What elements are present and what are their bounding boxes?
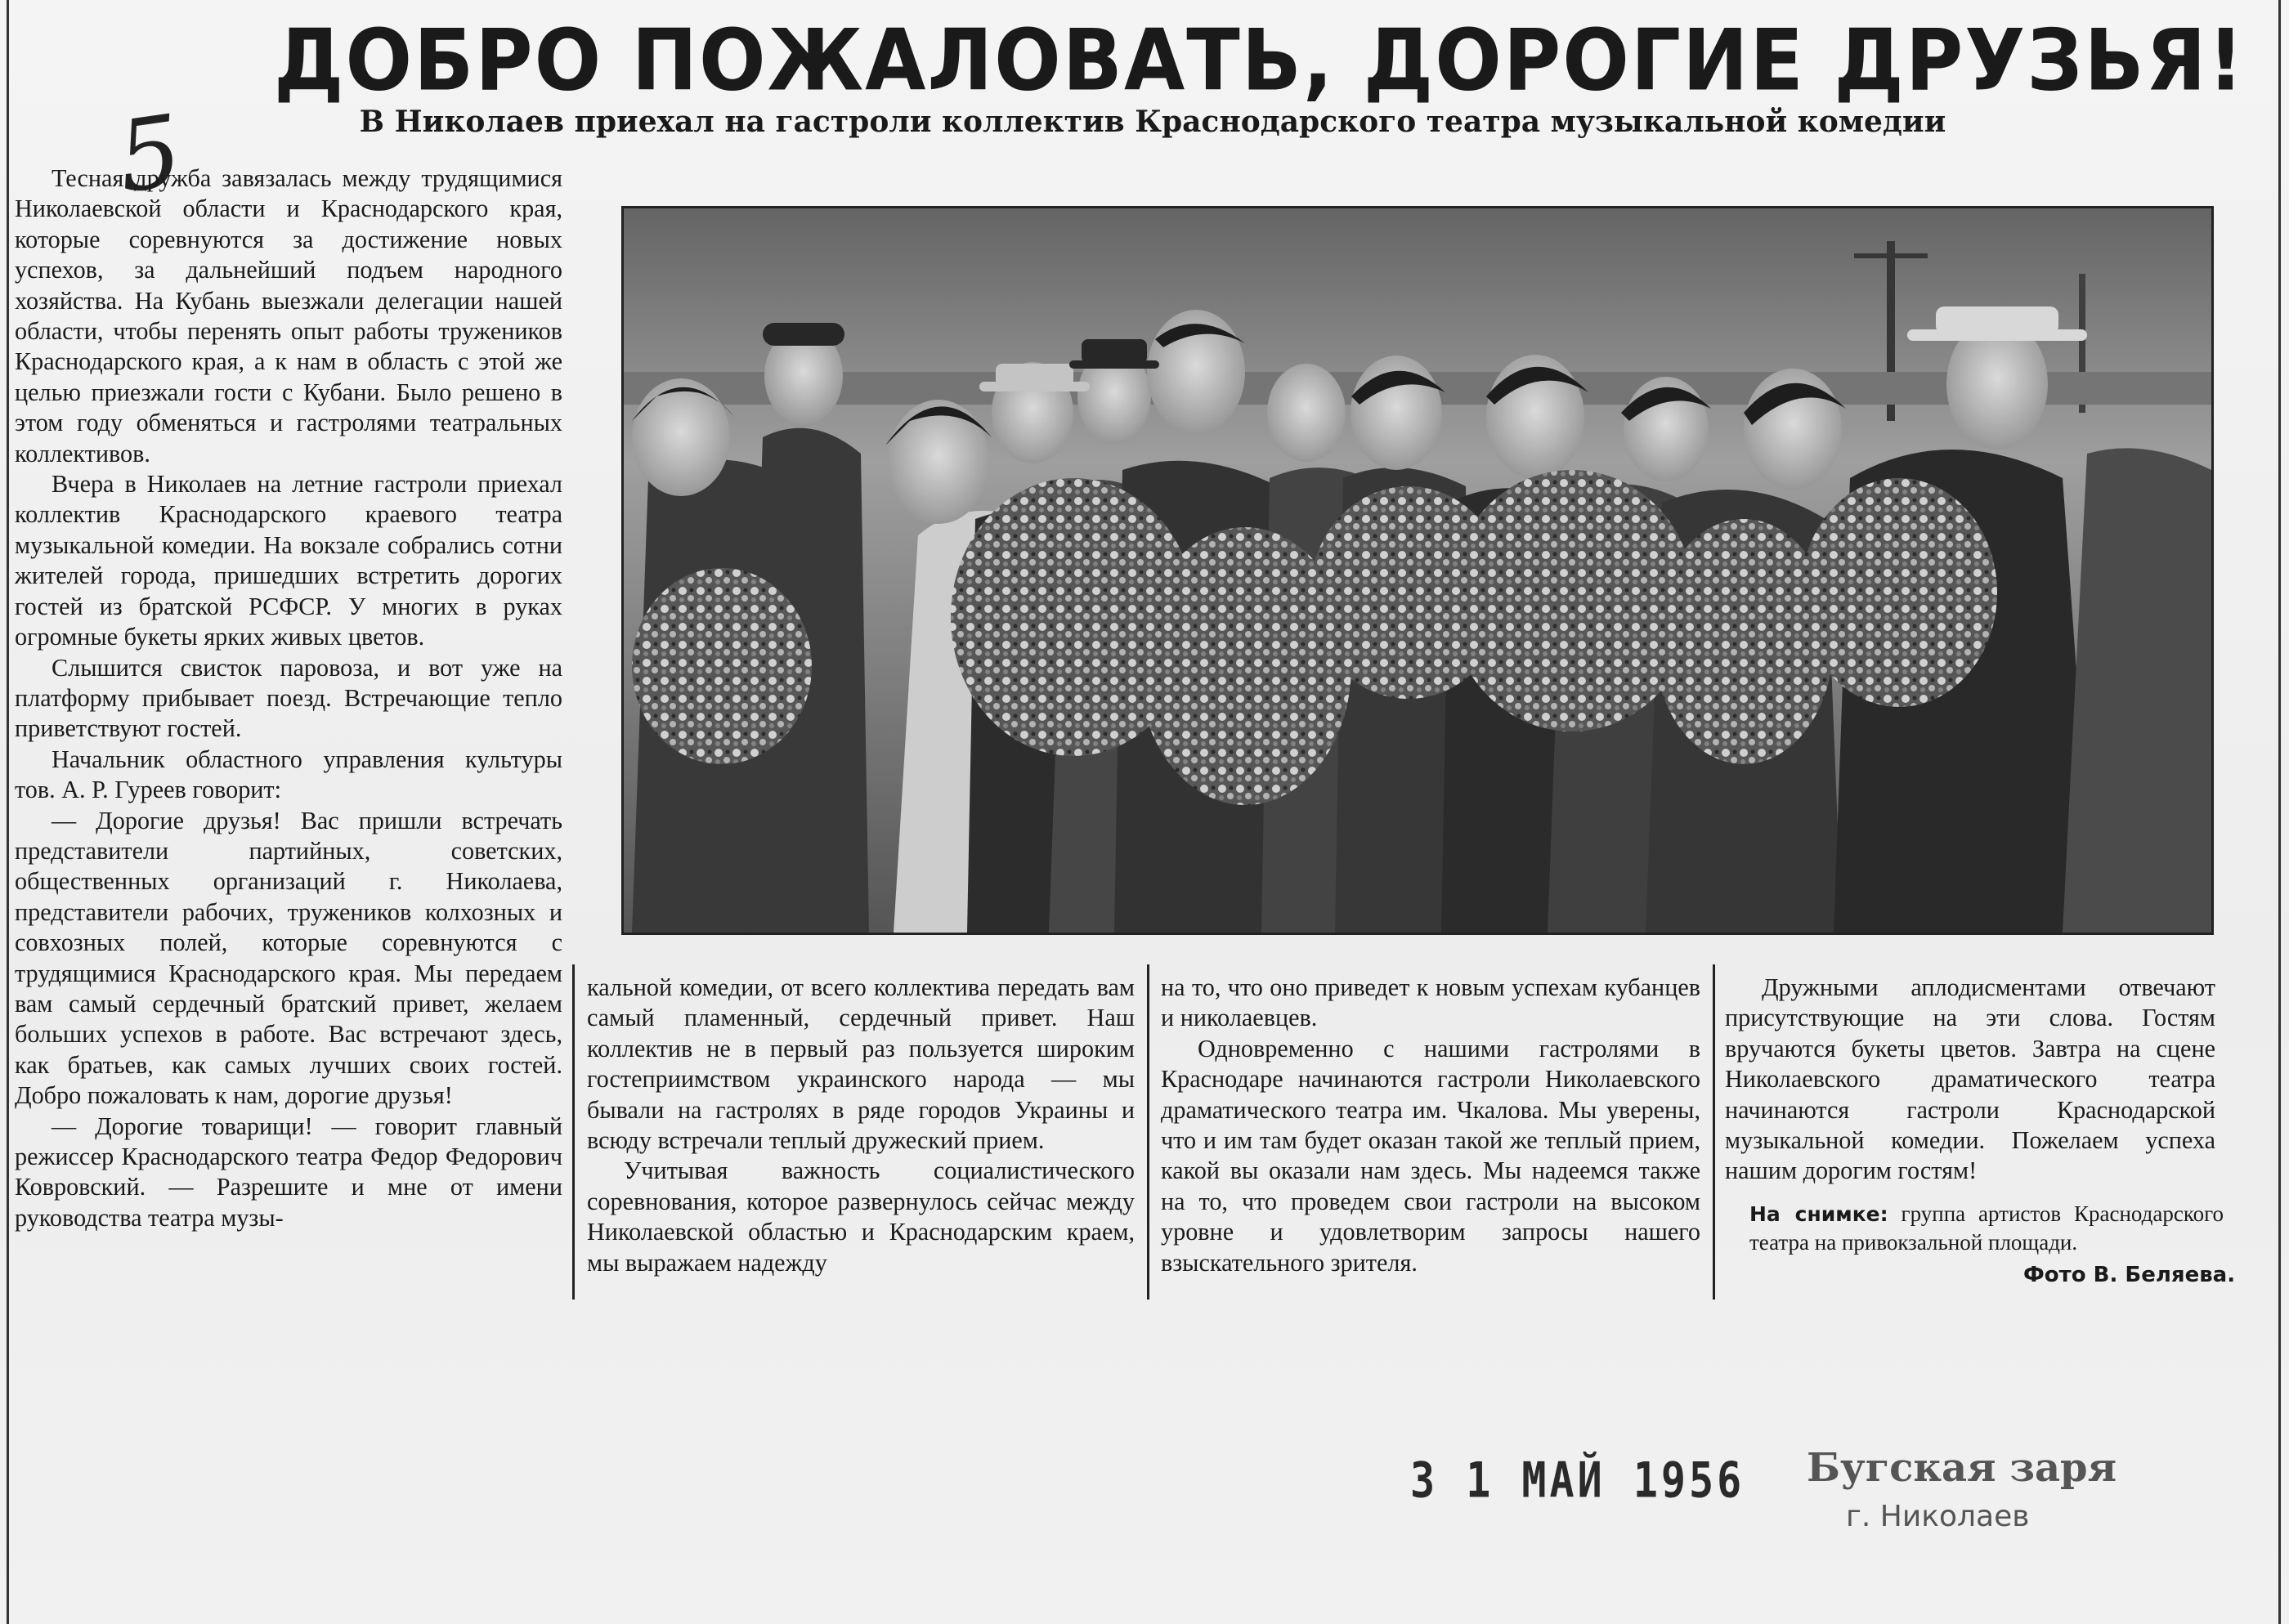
group-photo [621,206,2214,935]
paragraph: — Дорогие друзья! Вас пришли встречать представители партийных, советских, общественных организаций г. Николаева, представители рабочих, тружеников колхозных и совхозных полей, которые соревнуются с трудящимися Краснодарского края. Мы передаем вам самый сердечный братский привет, желаем больших успехов в работе. Вас встречают здесь, как братьев, как самых лучших своих гостей. Добро пожаловать к нам, дорогие друзья! [15,806,562,1110]
column-rule [572,964,575,1300]
article-column-4 [1725,973,2215,1187]
paragraph: кальной комедии, от всего коллектива передать вам самый пламенный, сердечный привет. Наш коллектив не в первый раз пользуется широким гостеприимством украинского народа — мы бывали на гастролях в ряде городов Украины и всюду встречали теплый дружеский прием. [587,973,1135,1155]
paragraph: Учитывая важность социалистического соревнования, которое развернулось сейчас между Николаевской областью и Краснодарским краем, мы выражаем надежду [587,1156,1135,1277]
article-column-1 [15,163,562,1233]
photo-illustration [624,208,2211,933]
paragraph: Тесная дружба завязалась между трудящимися Николаевской области и Краснодарского края, которые соревнуются за достижение новых успехов, за дальнейший подъем народного хозяйства. На Кубань выезжали делегации нашей области, чтобы перенять опыт работы тружеников Краснодарского края, а к нам в область с этой же целью приезжали гости с Кубани. Было решено в этом году обменяться и гастролями театральных коллективов. [15,164,562,468]
city-stamp: г. Николаев [1846,1500,2030,1533]
article-column-3 [1161,973,1700,1278]
left-edge-line [7,0,9,1624]
paragraph: Начальник областного управления культуры тов. А. Р. Гуреев говорит: [15,745,562,804]
paragraph: Одновременно с нашими гастролями в Краснодаре начинаются гастроли Николаевского драматического театра им. Чкалова. Мы уверены, что и им там будет оказан такой же теплый прием, какой вы оказали нам здесь. Мы надеемся также на то, что проведем свои гастроли на высоком уровне и удовлетворим запросы нашего взыскательного зрителя. [1161,1034,1700,1277]
caption-label: На снимке: [1749,1202,1888,1226]
column-rule [1147,964,1149,1300]
paragraph: Вчера в Николаев на летние гастроли приехал коллектив Краснодарского краевого театра музыкальной комедии. На вокзале собрались сотни жителей города, пришедших встретить дорогих гостей из братской РСФСР. У многих в руках огромные букеты ярких живых цветов. [15,470,562,651]
photo-caption [1749,1200,2224,1256]
caption-text: группа артистов Краснодарского театра на привокзальной площади. [1749,1201,2224,1255]
handwritten-number: 5 [110,94,189,216]
paragraph: на то, что оно приведет к новым успехам кубанцев и николаевцев. [1161,973,1700,1032]
date-stamp: 3 1 МАЙ 1956 [1410,1452,1745,1509]
paragraph: Слышится свисток паровоза, и вот уже на платформу прибывает поезд. Встречающие тепло приветствуют гостей. [15,653,562,743]
subheadline: В Николаев приехал на гастроли коллектив Краснодарского театра музыкальной комедии [359,105,1946,139]
column-rule [1713,964,1715,1300]
right-edge-line [2278,0,2281,1624]
paragraph: — Дорогие товарищи! — говорит главный режиссер Краснодарского театра Федор Федорович Ковровский. — Разрешите и мне от имени руководства театра музы- [15,1112,562,1232]
article-column-2 [587,973,1135,1278]
headline: ДОБРО ПОЖАЛОВАТЬ, ДОРОГИЕ ДРУЗЬЯ! [274,11,2246,110]
newspaper-name-stamp: Бугская заря [1807,1445,2117,1491]
photo-credit: Фото В. Беляева. [2023,1263,2236,1287]
paragraph: Дружными аплодисментами отвечают присутствующие на эти слова. Гостям вручаются букеты цветов. Завтра на сцене Николаевского драматического театра начинаются гастроли Краснодарской музыкальной комедии. Пожелаем успеха нашим дорогим гостям! [1725,973,2215,1185]
